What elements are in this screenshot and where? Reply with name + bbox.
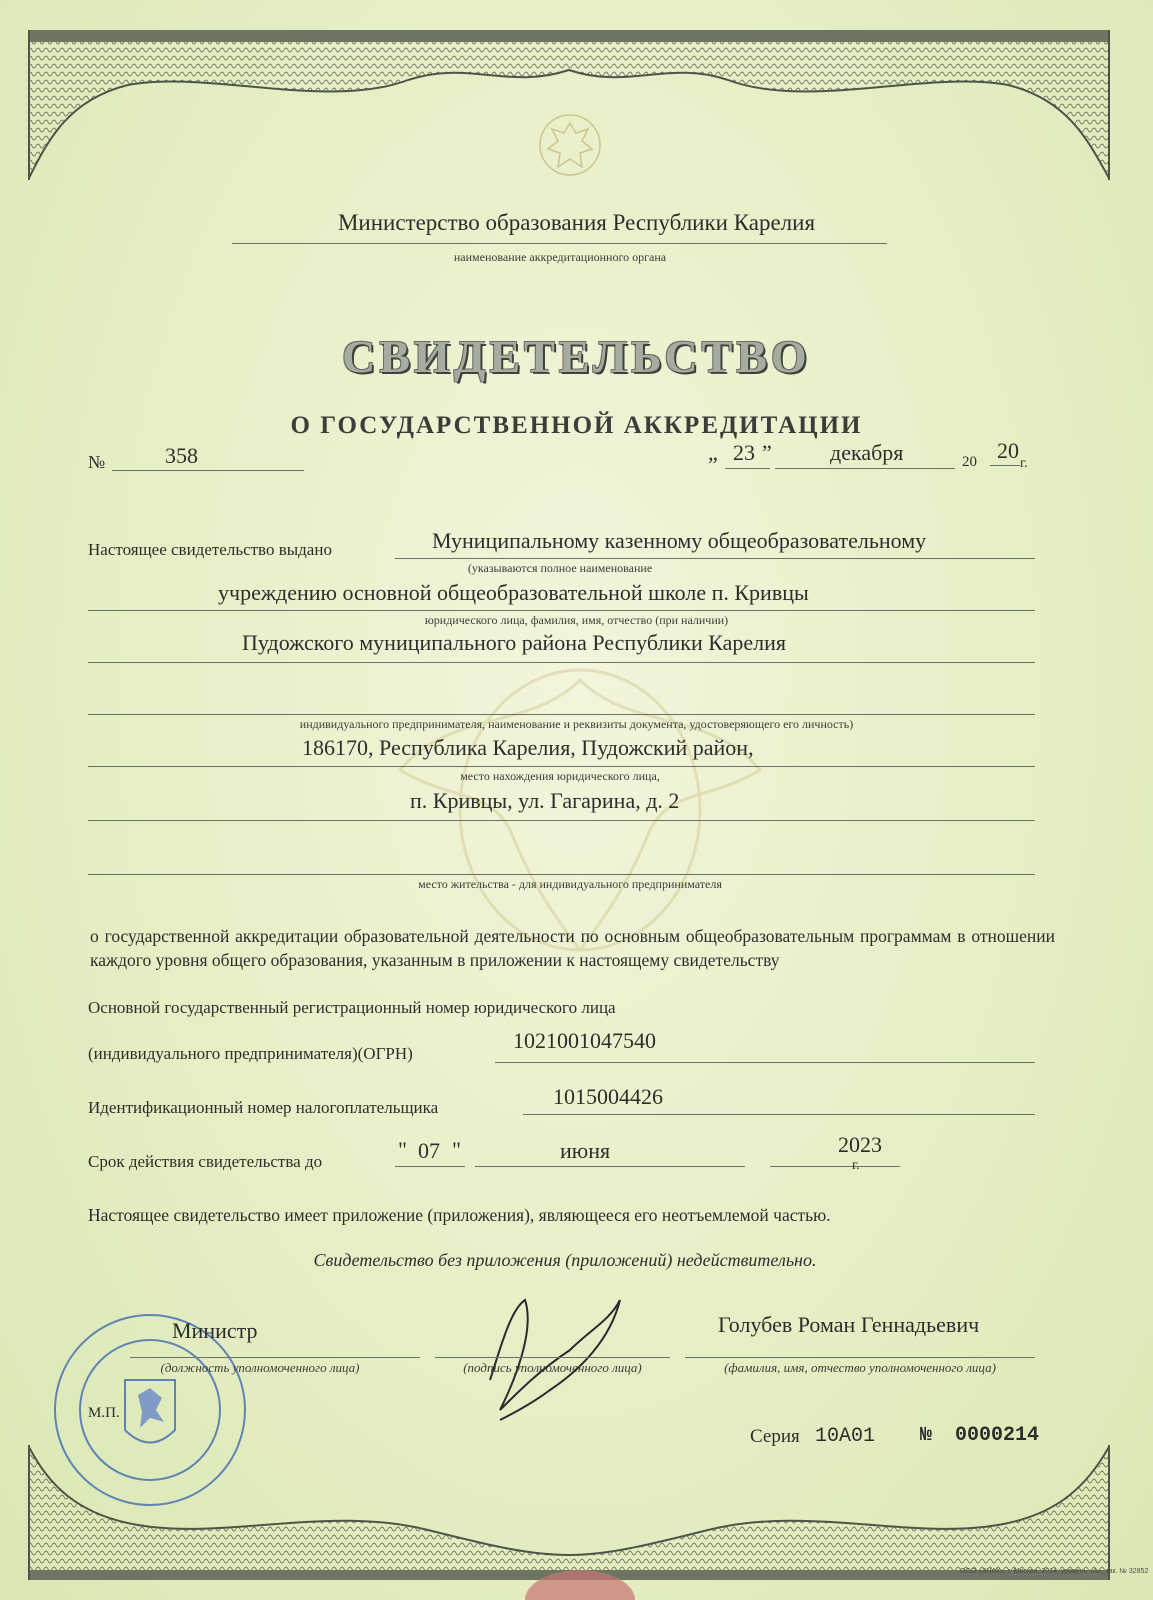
validity-year-underline: [770, 1166, 900, 1167]
residence-underline: [88, 874, 1035, 875]
name-underline: [685, 1357, 1035, 1358]
series-value: 10А01: [815, 1425, 876, 1448]
document-title: СВИДЕТЕЛЬСТВО: [342, 331, 811, 382]
ogrn-label-2: (индивидуального предпринимателя)(ОГРН): [88, 1044, 413, 1063]
ministry-underline: [232, 243, 887, 244]
ogrn-underline: [495, 1062, 1035, 1063]
address-line-2-underline: [88, 820, 1035, 821]
inn-underline: [523, 1114, 1035, 1115]
issued-line-1: Муниципальному казенному общеобразовательному: [432, 528, 927, 553]
issued-line-2: учреждению основной общеобразовательной школе п. Кривцы: [218, 580, 809, 605]
ministry-caption: наименование аккредитационного органа: [453, 250, 667, 264]
date-close-quote: ”: [762, 440, 772, 465]
address-line-1-underline: [88, 766, 1035, 767]
residence-caption: место жительства - для индивидуального предпринимателя: [418, 877, 722, 891]
rosette-icon: [520, 1555, 640, 1600]
seal-text: [62, 1300, 63, 1301]
date-day-underline: [725, 468, 770, 469]
validity-label: Срок действия свидетельства до: [88, 1152, 323, 1171]
number-underline: [112, 470, 304, 471]
ogrn-value: 1021001047540: [513, 1028, 656, 1053]
printer-note: ООО «ЗНАК», г. Москва, 2014, уровень «А», зак. № 32852: [960, 1568, 1149, 1575]
validity-month-underline: [475, 1166, 745, 1167]
validity-day-underline: [395, 1166, 465, 1167]
date-day: 23: [733, 440, 755, 465]
series-number-prefix: №: [920, 1424, 933, 1447]
date-month: декабря: [830, 440, 904, 465]
address-caption: место нахождения юридического лица,: [460, 769, 660, 783]
inn-label: Идентификационный номер налогоплательщика: [88, 1098, 439, 1117]
ministry-name: Министерство образования Республики Карелия: [337, 210, 816, 235]
validity-open-quote: ": [398, 1137, 407, 1162]
signatory-name: Голубев Роман Геннадьевич: [718, 1312, 980, 1337]
signature-underline: [435, 1357, 670, 1358]
stamp-place: М.П.: [88, 1405, 120, 1421]
issued-label: Настоящее свидетельство выдано: [88, 540, 332, 559]
signature-caption: (подпись уполномоченного лица): [463, 1360, 642, 1375]
issued-caption-3: индивидуального предпринимателя, наименование и реквизиты документа, удостоверяющего его личность): [299, 717, 854, 731]
issued-line-2-underline: [88, 610, 1035, 611]
date-year-suffix: 20: [997, 438, 1019, 463]
document-subtitle: О ГОСУДАРСТВЕННОЙ АККРЕДИТАЦИИ: [290, 412, 863, 439]
coat-of-arms-icon: [530, 105, 610, 185]
address-line-2: п. Кривцы, ул. Гагарина, д. 2: [410, 788, 680, 813]
ogrn-label-1: Основной государственный регистрационный номер юридического лица: [88, 998, 616, 1017]
signatory-position: Министр: [172, 1318, 258, 1343]
issued-caption-1: (указываются полное наименование: [467, 561, 653, 575]
position-underline: [130, 1357, 420, 1358]
date-month-underline: [775, 468, 955, 469]
validity-month: июня: [560, 1138, 611, 1163]
number-prefix: №: [88, 452, 106, 472]
accreditation-text: о государственной аккредитации образовательной деятельности по основным общеобразовательным программам в отношении каждого уровня общего образования, указанным в приложении к настоящему свидетельству: [90, 926, 1055, 970]
address-line-1: 186170, Республика Карелия, Пудожский район,: [302, 735, 754, 760]
issued-line-3: Пудожского муниципального района Республики Карелия: [242, 630, 786, 655]
date-year-prefix: 20: [962, 454, 977, 470]
validity-day: 07: [418, 1138, 440, 1163]
appendix-note: Настоящее свидетельство имеет приложение (приложения), являющееся его неотъемлемой частью.: [88, 1205, 831, 1225]
validity-year: 2023: [838, 1132, 882, 1157]
issued-line-1-underline: [395, 558, 1035, 559]
series-number: 0000214: [955, 1424, 1040, 1447]
issued-line-3-underline: [88, 662, 1035, 663]
validity-close-quote: ": [452, 1137, 461, 1162]
date-year-mark: г.: [1020, 456, 1028, 471]
invalid-note: Свидетельство без приложения (приложений) недействительно.: [313, 1250, 817, 1270]
certificate-number: 358: [165, 443, 198, 468]
validity-year-mark: г.: [852, 1158, 860, 1173]
series-label: Серия: [750, 1426, 800, 1447]
name-caption: (фамилия, имя, отчество уполномоченного лица): [724, 1360, 996, 1375]
inn-value: 1015004426: [553, 1084, 663, 1109]
issued-blank-underline: [88, 714, 1035, 715]
date-open-quote: „: [708, 440, 718, 465]
issued-caption-2: юридического лица, фамилия, имя, отчество (при наличии): [424, 613, 729, 627]
position-caption: (должность уполномоченного лица): [160, 1360, 360, 1375]
date-year-underline: [990, 465, 1020, 466]
